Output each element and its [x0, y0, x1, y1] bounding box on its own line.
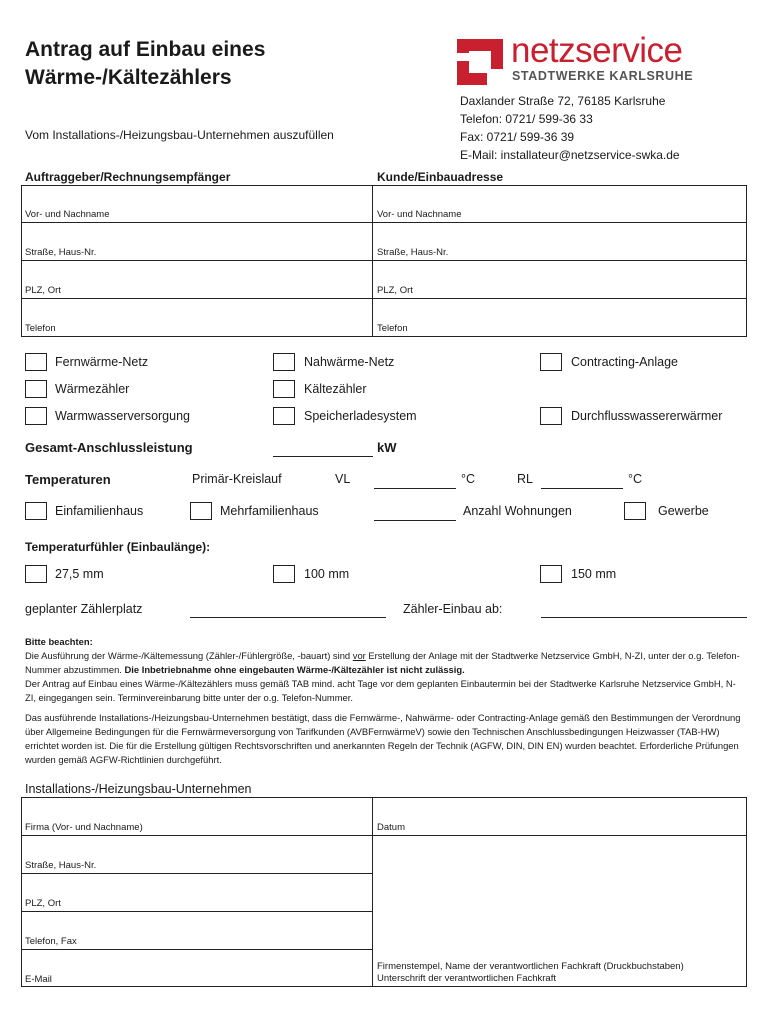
- vl-input[interactable]: [374, 488, 456, 489]
- left-phone-field[interactable]: Telefon: [25, 323, 56, 334]
- primaer-label: Primär-Kreislauf: [192, 472, 282, 486]
- contact-address: Daxlander Straße 72, 76185 Karlsruhe: [460, 94, 666, 108]
- fernwaerme-checkbox[interactable]: [25, 353, 47, 371]
- left-name-field[interactable]: Vor- und Nachname: [25, 209, 110, 220]
- left-heading: Auftraggeber/Rechnungsempfänger: [25, 170, 231, 184]
- notes-p1-vor: vor: [352, 650, 366, 661]
- installer-divider: [372, 797, 373, 987]
- kaeltezaehler-checkbox[interactable]: [273, 380, 295, 398]
- fuehler-label: Temperaturfühler (Einbaulänge):: [25, 540, 211, 554]
- speicher-label: Speicherladesystem: [304, 409, 417, 423]
- row-line: [21, 835, 747, 836]
- durchfluss-checkbox[interactable]: [540, 407, 562, 425]
- efh-label: Einfamilienhaus: [55, 504, 144, 518]
- title-line-1: Antrag auf Einbau eines: [25, 38, 266, 61]
- waermezaehler-checkbox[interactable]: [25, 380, 47, 398]
- stempel-label[interactable]: Firmenstempel, Name der verantwortlichen Fachkraft (Druckbuchstaben): [377, 961, 684, 972]
- notes-p1-bold: Die Inbetriebnahme ohne eingebauten Wärme-/Kältezähler ist nicht zulässig.: [124, 664, 465, 675]
- fuehler-27-label: 27,5 mm: [55, 567, 104, 581]
- row-line: [21, 873, 373, 874]
- nahwaerme-checkbox[interactable]: [273, 353, 295, 371]
- fuehler-150-label: 150 mm: [571, 567, 617, 581]
- leistung-input[interactable]: [273, 456, 373, 457]
- wohnungen-input[interactable]: [374, 520, 456, 521]
- right-heading: Kunde/Einbauadresse: [377, 170, 504, 184]
- rl-label: RL: [517, 472, 533, 486]
- logo-subline: STADTWERKE KARLSRUHE: [512, 69, 694, 83]
- contact-phone: Telefon: 0721/ 599-36 33: [460, 112, 593, 126]
- parties-table: [21, 185, 747, 337]
- einbau-label: Zähler-Einbau ab:: [403, 602, 503, 616]
- vl-label: VL: [335, 472, 351, 486]
- warmwasser-label: Warmwasserversorgung: [55, 409, 190, 423]
- vl-unit: °C: [461, 472, 476, 486]
- gewerbe-checkbox[interactable]: [624, 502, 646, 520]
- zaehlerplatz-input[interactable]: [190, 617, 386, 618]
- netzservice-logo: [455, 31, 737, 87]
- notes-paragraph-2: Der Antrag auf Einbau eines Wärme-/Kältezählers muss gemäß TAB mind. acht Tage vor dem geplanten Einbautermin bei der Stadtwerke Karlsruhe Netzservice GmbH, N-ZI, eingegangen sein. Terminvereinbarung bitte unter der o.g. Telefon-Nummer.: [25, 678, 736, 703]
- speicher-checkbox[interactable]: [273, 407, 295, 425]
- rl-unit: °C: [628, 472, 643, 486]
- firma-field[interactable]: Firma (Vor- und Nachname): [25, 822, 143, 833]
- notes-p1-a: Die Ausführung der Wärme-/Kältemessung (Zähler-/Fühlergröße, -bauart) sind: [25, 650, 353, 661]
- page-title: [25, 36, 385, 92]
- notes-paragraph-1: [25, 649, 745, 677]
- gewerbe-label: Gewerbe: [658, 504, 709, 518]
- parties-divider: [372, 185, 373, 337]
- title-line-2: Wärme-/Kältezählers: [25, 66, 232, 89]
- installer-heading: Installations-/Heizungsbau-Unternehmen: [25, 782, 252, 796]
- zaehlerplatz-label: geplanter Zählerplatz: [25, 602, 143, 616]
- right-zip-field[interactable]: PLZ, Ort: [377, 285, 413, 296]
- left-zip-field[interactable]: PLZ, Ort: [25, 285, 61, 296]
- fuehler-100-label: 100 mm: [304, 567, 350, 581]
- row-line: [21, 949, 373, 950]
- fuehler-100-checkbox[interactable]: [273, 565, 295, 583]
- right-name-field[interactable]: Vor- und Nachname: [377, 209, 462, 220]
- notes-p1-b: Erstellung der Anlage mit der Stadtwerke Netzservice GmbH, N-ZI, unter der o.g. Telefon-Nummer abzustimmen.: [25, 650, 740, 675]
- wohnungen-label: Anzahl Wohnungen: [463, 504, 572, 518]
- installer-phone-field[interactable]: Telefon, Fax: [25, 936, 77, 947]
- installer-zip-field[interactable]: PLZ, Ort: [25, 898, 61, 909]
- mfh-checkbox[interactable]: [190, 502, 212, 520]
- contracting-label: Contracting-Anlage: [571, 355, 679, 369]
- efh-checkbox[interactable]: [25, 502, 47, 520]
- fuehler-27-checkbox[interactable]: [25, 565, 47, 583]
- notes-heading: Bitte beachten:: [25, 636, 93, 647]
- unterschrift-label[interactable]: Unterschrift der verantwortlichen Fachkraft: [377, 973, 556, 984]
- row-line: [21, 298, 747, 299]
- warmwasser-checkbox[interactable]: [25, 407, 47, 425]
- row-line: [21, 222, 747, 223]
- contact-fax: Fax: 0721/ 599-36 39: [460, 130, 575, 144]
- notes-block: [25, 635, 745, 767]
- installer-street-field[interactable]: Straße, Haus-Nr.: [25, 860, 97, 871]
- contact-email: E-Mail: installateur@netzservice-swka.de: [460, 148, 680, 162]
- temperaturen-label: Temperaturen: [25, 472, 111, 487]
- nahwaerme-label: Nahwärme-Netz: [304, 355, 395, 369]
- right-phone-field[interactable]: Telefon: [377, 323, 408, 334]
- rl-input[interactable]: [541, 488, 623, 489]
- durchfluss-label: Durchflusswassererwärmer: [571, 409, 723, 423]
- kaeltezaehler-label: Kältezähler: [304, 382, 367, 396]
- installer-email-field[interactable]: E-Mail: [25, 974, 52, 985]
- waermezaehler-label: Wärmezähler: [55, 382, 130, 396]
- contact-block: [460, 92, 680, 164]
- notes-paragraph-3: Das ausführende Installations-/Heizungsbau-Unternehmen bestätigt, dass die Fernwärme-, Nahwärme- oder Contracting-Anlage gemäß den Bestimmungen der Verordnung über Allgemeine Bedingungen für die Fernwärmeversorgung von Tarifkunden (AVBFernwärmeV) sowie den Technischen Anschlussbedingungen Heizwasser (TAB-HW) errichtet worden ist. Die für die Erstellung gültigen Rechtsvorschriften und anerkannten Regeln der Technik (AGFW, DIN, DIN EN) wurden beachtet. Erforderliche Prüfungen wurden gemäß AGFW-Richtlinien durchgeführt.: [25, 712, 741, 765]
- left-street-field[interactable]: Straße, Haus-Nr.: [25, 247, 97, 258]
- logo-wordmark: netzservice: [511, 31, 683, 70]
- leistung-label: Gesamt-Anschlussleistung: [25, 440, 193, 455]
- row-line: [21, 260, 747, 261]
- right-street-field[interactable]: Straße, Haus-Nr.: [377, 247, 449, 258]
- mfh-label: Mehrfamilienhaus: [220, 504, 319, 518]
- fernwaerme-label: Fernwärme-Netz: [55, 355, 149, 369]
- row-line: [21, 911, 373, 912]
- subtitle: Vom Installations-/Heizungsbau-Unternehmen auszufüllen: [25, 128, 334, 142]
- leistung-unit: kW: [377, 440, 397, 455]
- einbau-input[interactable]: [541, 617, 747, 618]
- contracting-checkbox[interactable]: [540, 353, 562, 371]
- logo-mark-icon: [457, 39, 503, 85]
- datum-field[interactable]: Datum: [377, 822, 405, 833]
- fuehler-150-checkbox[interactable]: [540, 565, 562, 583]
